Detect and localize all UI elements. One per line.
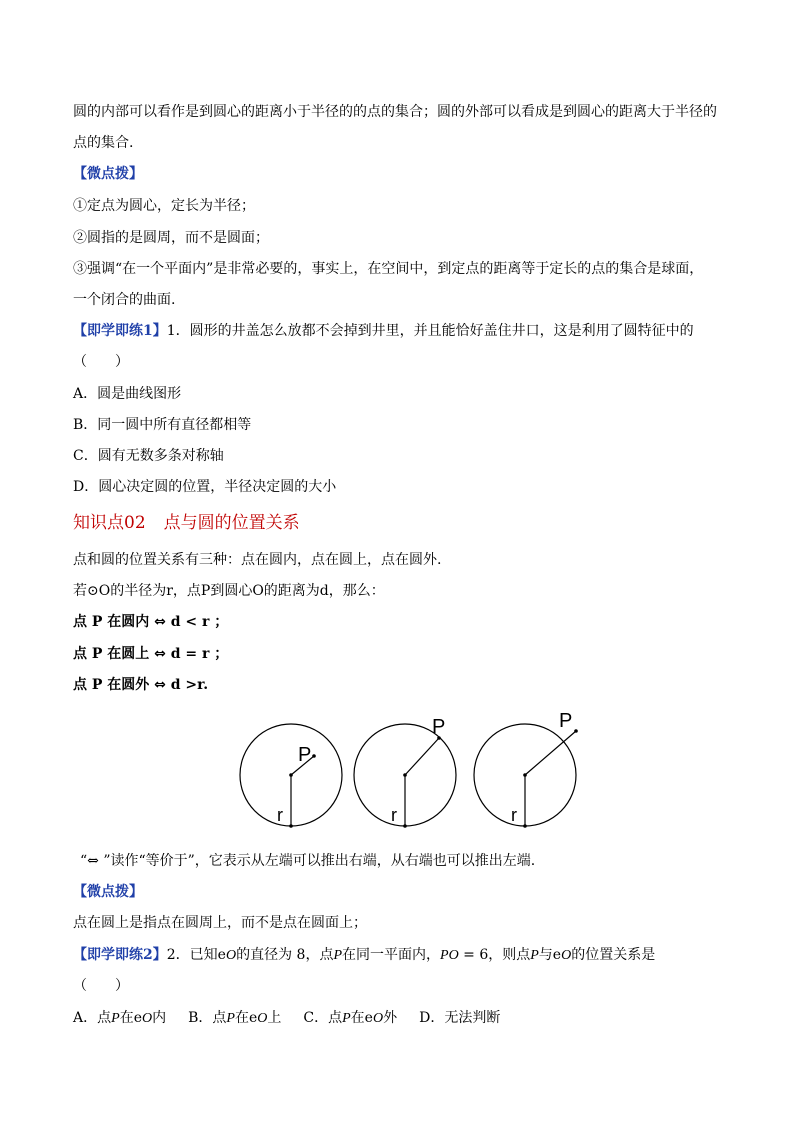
circle-on bbox=[354, 716, 456, 828]
exercise-2-question bbox=[73, 945, 655, 966]
point-label-p: P bbox=[559, 710, 573, 732]
var-o: O bbox=[141, 1011, 153, 1026]
equivalence-symbol: ⇔ bbox=[154, 646, 166, 662]
radius-label: r bbox=[511, 805, 517, 825]
relation-on-right: d = r ； bbox=[170, 646, 229, 662]
equivalence-symbol: ⇔ bbox=[154, 677, 166, 693]
var-p: P bbox=[226, 1011, 235, 1026]
circle-outside bbox=[474, 710, 578, 828]
relation-on-left: 点 P 在圆上 bbox=[73, 646, 150, 662]
relation-outside-left: 点 P 在圆外 bbox=[73, 677, 150, 693]
exercise-1-label: 【即学即练1】 bbox=[73, 323, 167, 339]
var-p: P bbox=[530, 948, 539, 963]
equivalence-symbol: ⇔ bbox=[154, 614, 166, 630]
q-text: 在同一平面内， bbox=[342, 947, 441, 963]
para1-line1: 圆的内部可以看作是到圆心的距离小于半径的的点的集合；圆的外部可以看成是到圆心的距离大于半径的 bbox=[73, 104, 717, 120]
tip1-item-3: ③强调“在一个平面内”是非常必要的，事实上，在空间中，到定点的距离等于定长的点的集合是球面， bbox=[73, 261, 704, 277]
tip1-item-1: ①定点为圆心，定长为半径； bbox=[73, 198, 255, 214]
option-text: 上 bbox=[267, 1010, 282, 1026]
exercise-2-option-b: B．点P在eO上 bbox=[188, 1010, 282, 1026]
q-text: 的直径为 8，点 bbox=[236, 947, 334, 963]
exercise-2-paren: （ ） bbox=[73, 978, 129, 994]
section-prefix: 知识点 bbox=[73, 513, 124, 533]
q-text: ，则点 bbox=[488, 947, 531, 963]
var-o: O bbox=[561, 948, 572, 963]
circle-symbol: e bbox=[364, 1010, 373, 1026]
option-text: 外 bbox=[383, 1010, 398, 1026]
section-title: 点与圆的位置关系 bbox=[163, 513, 300, 533]
equivalence-note: “⇔ ”读作“等价于”，它表示从左端可以推出右端，从右端也可以推出左端. bbox=[80, 853, 536, 869]
circle-symbol: e bbox=[248, 1010, 258, 1026]
exercise-2-option-d: D．无法判断 bbox=[419, 1010, 501, 1026]
var-p: P bbox=[342, 1011, 351, 1026]
point-label-p: P bbox=[298, 744, 312, 766]
var-p: P bbox=[111, 1011, 120, 1026]
point-circle-figure bbox=[230, 708, 590, 834]
exercise-1-question bbox=[73, 321, 694, 341]
exercise-1-option-a: A．圆是曲线图形 bbox=[73, 386, 182, 402]
exercise-2-option-a: A．点P在eO内 bbox=[73, 1010, 167, 1026]
radius-label: r bbox=[391, 805, 397, 825]
circle-symbol: e bbox=[552, 947, 562, 963]
circle-symbol: e bbox=[217, 947, 226, 963]
point-label-p: P bbox=[432, 716, 446, 738]
section-heading bbox=[73, 511, 300, 535]
q-text: 2．已知 bbox=[166, 947, 218, 963]
exercise-1-option-d: D．圆心决定圆的位置，半径决定圆的大小 bbox=[73, 479, 337, 495]
var-p: P bbox=[333, 948, 343, 963]
section-number: 02 bbox=[124, 513, 146, 533]
tip1-label: 【微点拨】 bbox=[73, 166, 143, 182]
option-text: 内 bbox=[152, 1010, 167, 1026]
circle-symbol: e bbox=[133, 1010, 142, 1026]
exercise-1-paren: （ ） bbox=[73, 354, 129, 370]
option-text: C．点 bbox=[303, 1010, 343, 1026]
relation-outside bbox=[73, 675, 208, 695]
exercise-2-label: 【即学即练2】 bbox=[73, 947, 167, 963]
q-text: 与 bbox=[538, 947, 553, 963]
exercise-1-option-c: C．圆有无数多条对称轴 bbox=[73, 448, 224, 464]
var-o: O bbox=[225, 948, 237, 963]
position-intro: 点和圆的位置关系有三种：点在圆内，点在圆上，点在圆外. bbox=[73, 552, 442, 568]
exercise-2-options bbox=[73, 1008, 500, 1029]
position-definition: 若⊙O的半径为r，点P到圆心O的距离为d，那么： bbox=[73, 583, 385, 599]
radius-label: r bbox=[277, 805, 283, 825]
var-po: PO bbox=[440, 948, 459, 963]
var-o: O bbox=[372, 1011, 384, 1026]
tip1-item-2: ②圆指的是圆周，而不是圆面； bbox=[73, 230, 269, 246]
relation-inside bbox=[73, 612, 228, 632]
tip2-text: 点在圆上是指点在圆周上，而不是点在圆面上； bbox=[73, 915, 367, 931]
exercise-2-option-c: C．点P在eO外 bbox=[303, 1010, 398, 1026]
option-text: A．点 bbox=[73, 1010, 112, 1026]
q-text: = 6 bbox=[458, 947, 489, 963]
relation-on bbox=[73, 644, 228, 664]
relation-inside-right: d < r ； bbox=[170, 614, 229, 630]
exercise-1-option-b: B．同一圆中所有直径都相等 bbox=[73, 417, 252, 433]
tip1-item-4: 一个闭合的曲面. bbox=[73, 292, 176, 308]
circle-inside bbox=[240, 724, 342, 828]
relation-outside-right: d >r. bbox=[170, 677, 209, 693]
tip2-label: 【微点拨】 bbox=[73, 884, 143, 900]
q-text: 的位置关系是 bbox=[571, 947, 656, 963]
var-o: O bbox=[257, 1011, 268, 1026]
relation-inside-left: 点 P 在圆内 bbox=[73, 614, 150, 630]
para1-line2: 点的集合. bbox=[73, 135, 134, 151]
exercise-1-text: 1．圆形的井盖怎么放都不会掉到井里，并且能恰好盖住井口，这是利用了圆特征中的 bbox=[166, 323, 694, 339]
option-text: B．点 bbox=[188, 1010, 227, 1026]
